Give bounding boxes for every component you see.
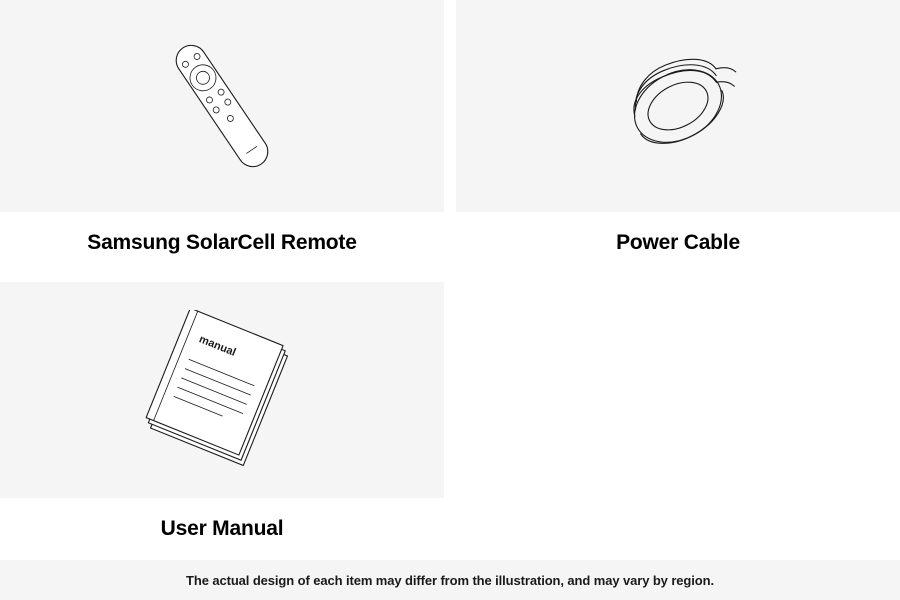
accessory-item-remote [0, 0, 444, 255]
footer-note-text: The actual design of each item may differ from the illustration, and may vary by region. [186, 572, 714, 588]
accessory-label-power-cable: Power Cable [616, 231, 740, 254]
manual-booklet-icon [122, 310, 322, 470]
manual-cover-word: manual [197, 333, 238, 359]
accessory-label-user-manual: User Manual [160, 517, 284, 540]
accessory-item-user-manual [0, 282, 444, 541]
user-manual-image-tile [0, 282, 444, 498]
footer-note-bar [0, 560, 900, 600]
accessory-item-power-cable [456, 0, 900, 255]
coiled-cable-icon [583, 31, 773, 181]
remote-control-icon [122, 26, 322, 186]
remote-image-tile [0, 0, 444, 212]
power-cable-image-tile [456, 0, 900, 212]
accessory-label-remote: Samsung SolarCell Remote [87, 231, 357, 254]
